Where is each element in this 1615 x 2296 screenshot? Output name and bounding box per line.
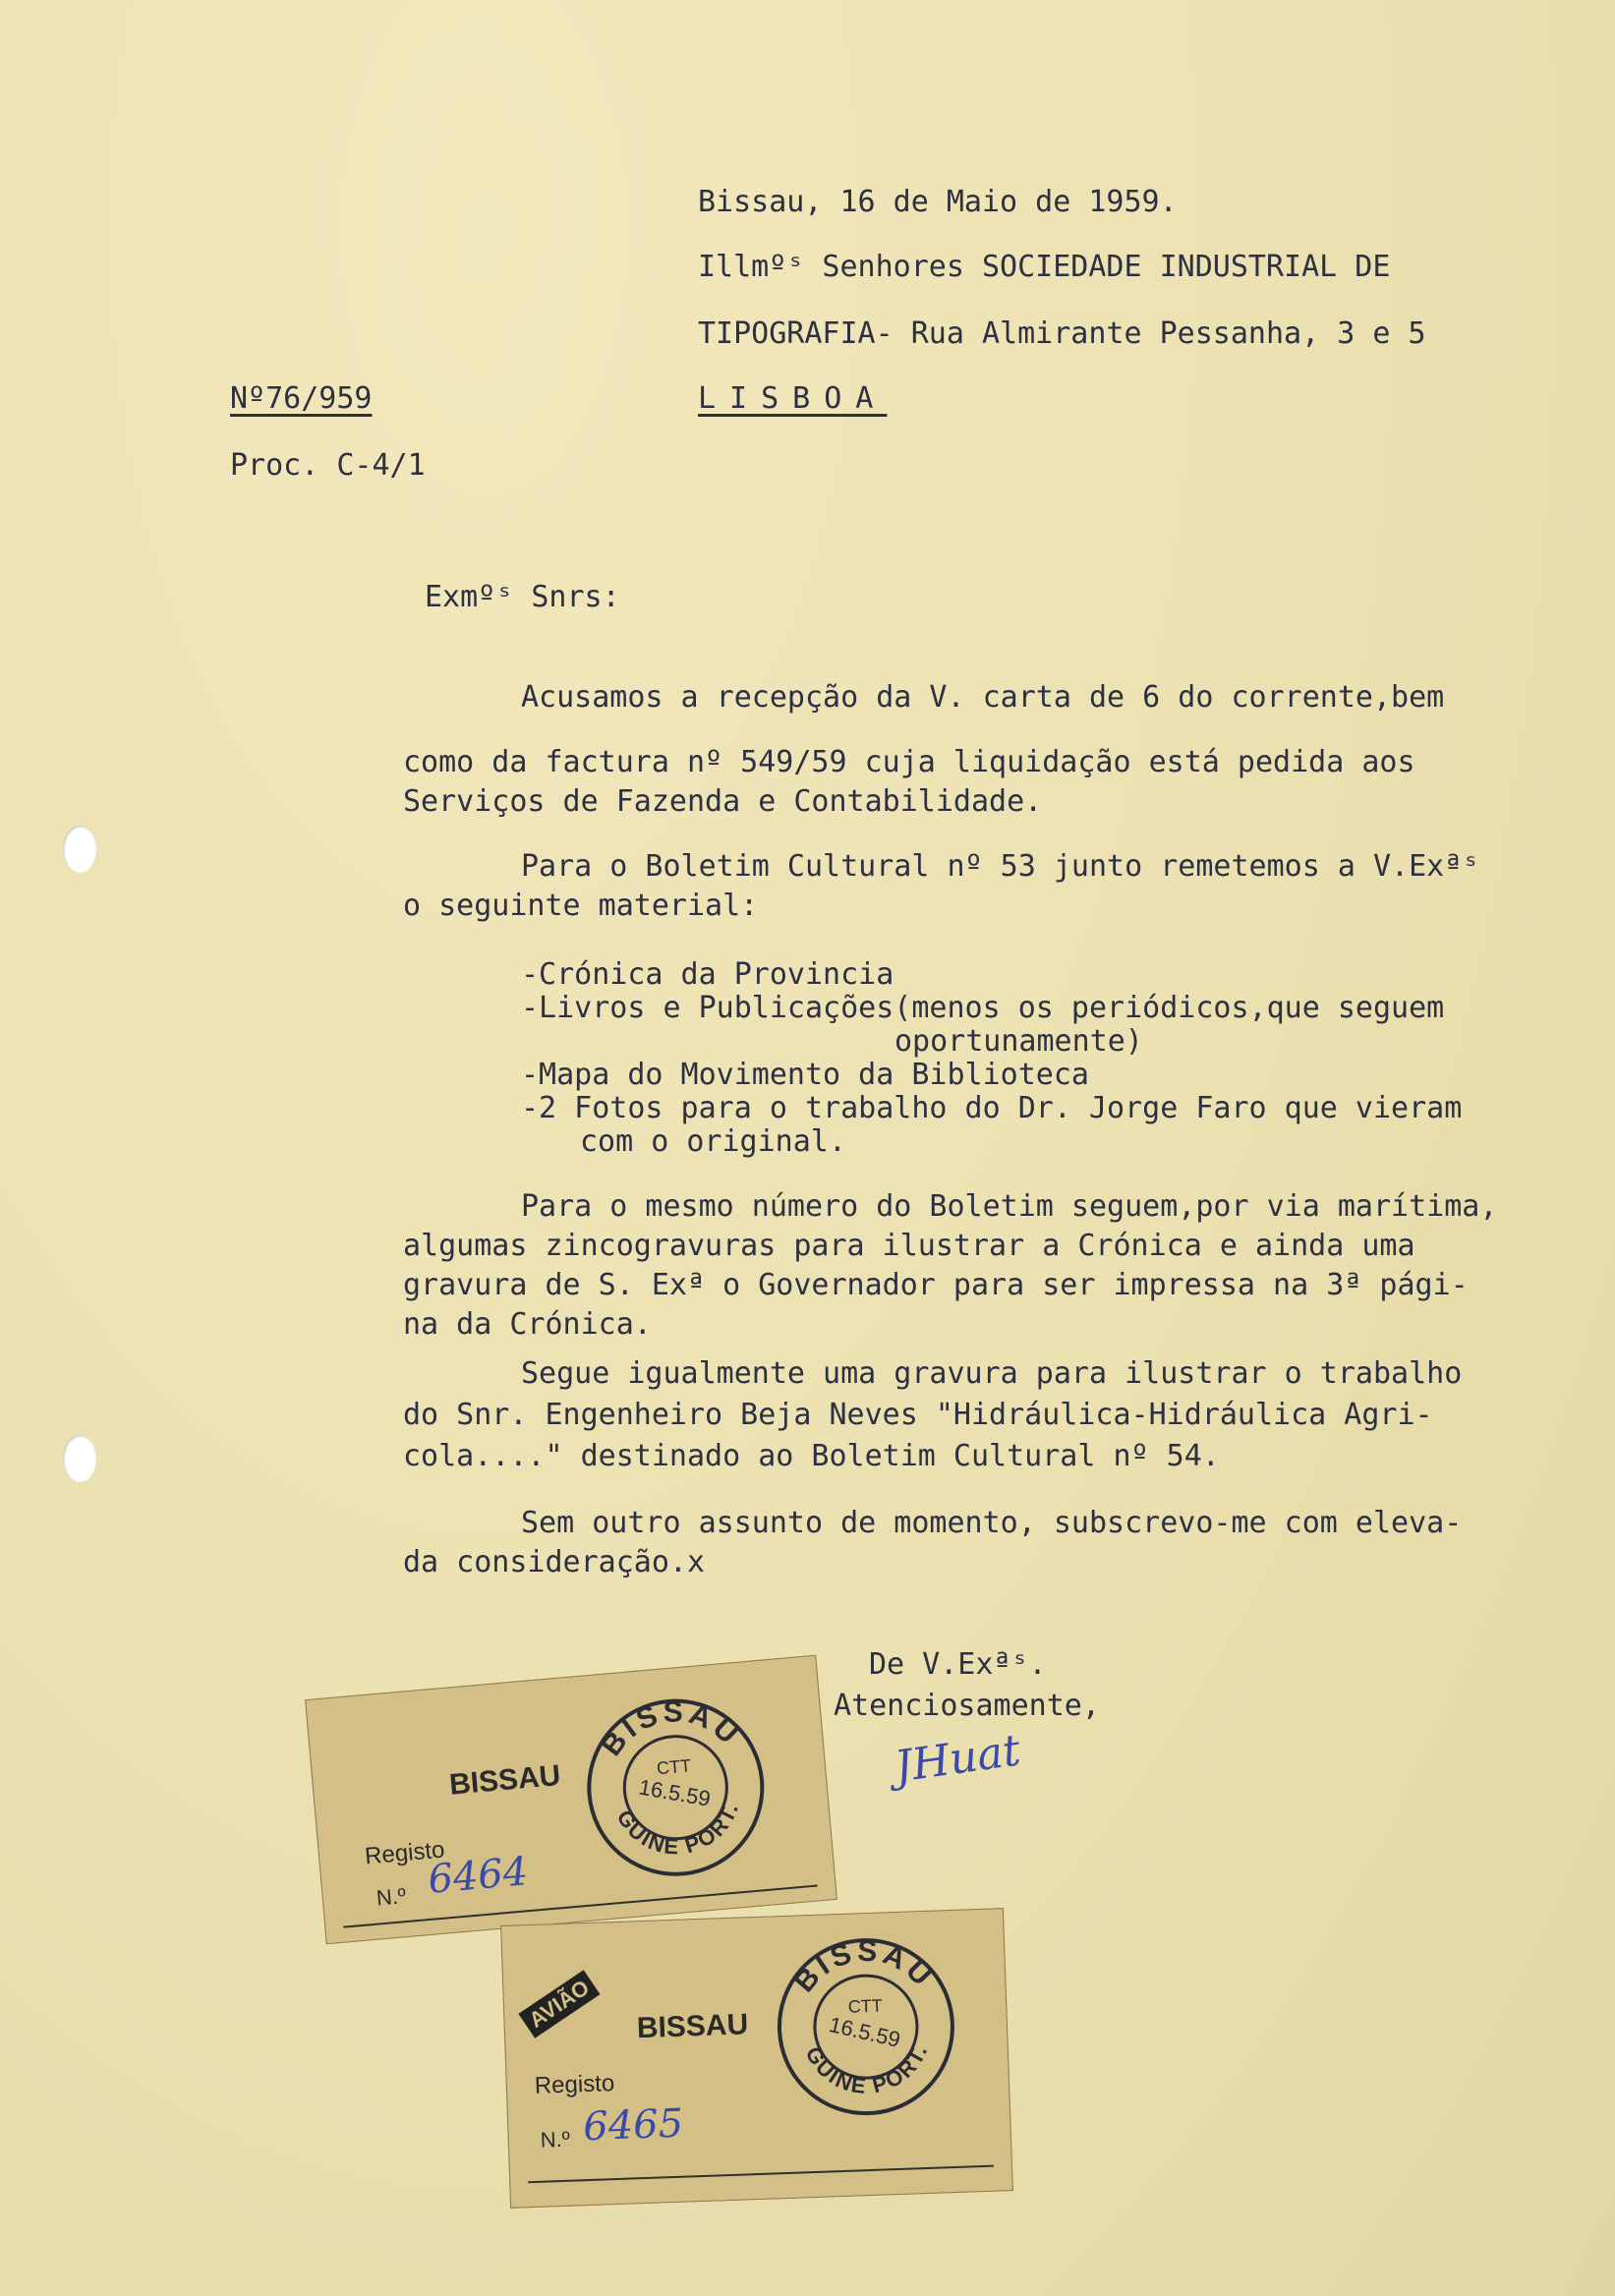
postmark-1-ctt: CTT [656,1755,692,1779]
paragraph-1-line-1: Acusamos a recepção da V. carta de 6 do corrente,bem [521,680,1445,715]
label-handwritten-number: 6464 [426,1849,531,1903]
registration-label-1 [305,1655,837,1945]
list-item: -Crónica da Provincia [521,957,894,992]
list-item-continuation: oportunamente) [894,1024,1143,1059]
closing-line-1: De V.Exªˢ. [869,1647,1047,1682]
postmark-2-bottom: GUINE PORT. [800,2040,933,2099]
postmark-2-ctt: CTT [847,1995,884,2017]
label-number-prefix: N.º [540,2126,571,2152]
list-item: -2 Fotos para o trabalho do Dr. Jorge Faro que vieram [521,1091,1463,1125]
paragraph-1-line-3: Serviços de Fazenda e Contabilidade. [403,784,1043,819]
postmark-1-date: 16.5.59 [637,1774,713,1811]
registration-label-2 [500,1908,1013,2209]
addressee-line-1: Illmºˢ Senhores SOCIEDADE INDUSTRIAL DE [698,250,1391,284]
paragraph-3-line-1: Para o mesmo número do Boletim seguem,por via marítima, [521,1189,1498,1224]
postmark-1-bottom: GUINE PORT. [611,1799,744,1860]
paragraph-5-line-1: Sem outro assunto de momento, subscrevo-me com eleva- [521,1506,1463,1540]
punch-hole-top [63,826,96,873]
list-item: -Mapa do Movimento da Biblioteca [521,1058,1089,1092]
postmark-2-date: 16.5.59 [827,2012,903,2052]
label-handwritten-number: 6465 [582,2100,684,2151]
process-number: Proc. C-4/1 [230,448,426,483]
postmark-2-top: BISSAU [787,1934,941,1999]
reference-number: Nº76/959 [230,381,373,416]
signature: JHuat [892,1725,1024,1793]
paragraph-2-line-1: Para o Boletim Cultural nº 53 junto remetemos a V.Exªˢ [521,849,1480,884]
label-place: BISSAU [447,1758,562,1802]
paragraph-1-line-2: como da factura nº 549/59 cuja liquidação está pedida aos [403,745,1415,779]
paragraph-2-line-2: o seguinte material: [403,889,759,923]
postmark-1-top: BISSAU [595,1695,747,1762]
list-item-continuation: com o original. [580,1124,846,1159]
salutation: Exmºˢ Snrs: [425,580,620,614]
label-rule [528,2165,994,2184]
punch-hole-bottom [63,1435,96,1482]
list-item: -Livros e Publicações(menos os periódicos,que seguem [521,991,1445,1025]
label-place: BISSAU [636,2008,749,2045]
label-number-prefix: N.º [375,1883,407,1911]
place-date: Bissau, 16 de Maio de 1959. [698,185,1178,219]
label-registo: Registo [534,2070,615,2099]
addressee-line-2: TIPOGRAFIA- Rua Almirante Pessanha, 3 e 5 [698,316,1426,351]
closing-line-2: Atenciosamente, [834,1689,1100,1723]
paragraph-5-line-2: da consideração.x [403,1545,706,1579]
paragraph-3-line-3: gravura de S. Exª o Governador para ser impressa na 3ª pági- [403,1268,1469,1302]
paragraph-4-line-2: do Snr. Engenheiro Beja Neves "Hidráulica-Hidráulica Agri- [403,1398,1433,1432]
label-registo: Registo [364,1836,446,1870]
label-air-mail: AVIÃO [518,1970,600,2038]
paragraph-4-line-3: cola...." destinado ao Boletim Cultural nº 54. [403,1439,1220,1473]
paragraph-3-line-2: algumas zincogravuras para ilustrar a Crónica e ainda uma [403,1229,1415,1263]
postmark-2 [770,1930,963,2124]
paragraph-3-line-4: na da Crónica. [403,1307,652,1342]
paragraph-4-line-1: Segue igualmente uma gravura para ilustrar o trabalho [521,1356,1463,1391]
addressee-city: LISBOA [698,381,888,416]
postmark-1 [574,1687,777,1889]
